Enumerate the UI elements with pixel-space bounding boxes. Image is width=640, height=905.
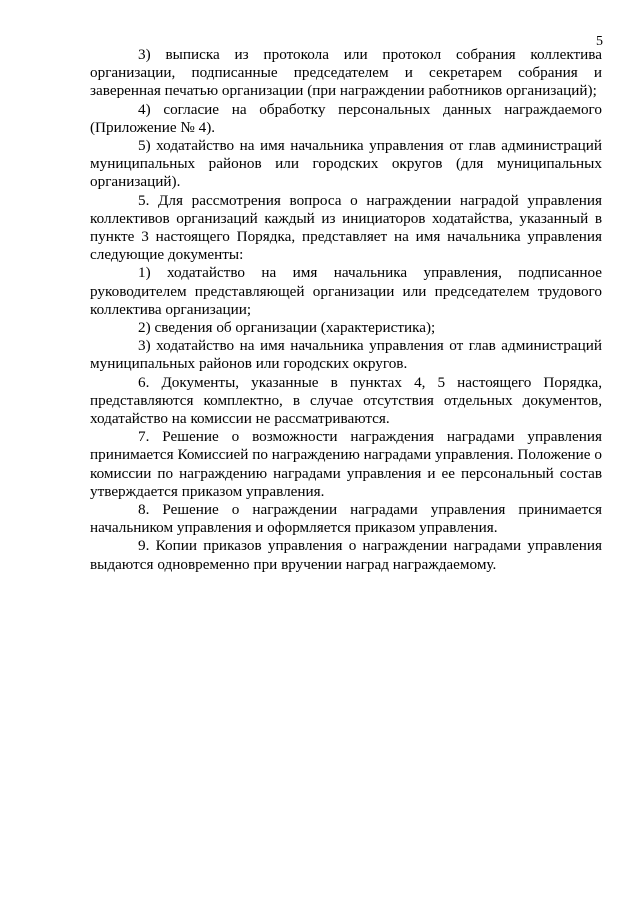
paragraph-item-5-petition: 5) ходатайство на имя начальника управления от глав администраций муниципальных районов или городских округов (для муниципальных организаций). xyxy=(90,137,602,191)
paragraph-section-8: 8. Решение о награждении наградами управления принимается начальником управления и оформляется приказом управления. xyxy=(90,501,602,537)
paragraph-item-3-protocol: 3) выписка из протокола или протокол собрания коллектива организации, подписанные председателем и секретарем собрания и заверенная печатью организации (при награждении работников организаций); xyxy=(90,46,602,100)
paragraph-section-6: 6. Документы, указанные в пунктах 4, 5 настоящего Порядка, представляются комплектно, в случае отсутствия отдельных документов, ходатайство на комиссии не рассматриваются. xyxy=(90,373,602,428)
paragraph-section-9: 9. Копии приказов управления о награждении наградами управления выдаются одновременно при вручении наград награждаемому. xyxy=(90,537,602,573)
paragraph-subitem-1-petition: 1) ходатайство на имя начальника управления, подписанное руководителем представляющей организации или председателем трудового коллектива организации; xyxy=(90,264,602,318)
paragraph-section-5: 5. Для рассмотрения вопроса о награждении наградой управления коллективов организаций каждый из инициаторов ходатайства, указанный в пункте 3 настоящего Порядка, представляет на имя начальника управления следующие документы: xyxy=(90,191,602,264)
paragraph-subitem-3-petition: 3) ходатайство на имя начальника управления от глав администраций муниципальных районов или городских округов. xyxy=(90,337,602,373)
paragraph-item-4-consent: 4) согласие на обработку персональных данных награждаемого (Приложение № 4). xyxy=(90,100,602,136)
paragraph-subitem-2-info: 2) сведения об организации (характеристика); xyxy=(138,319,436,337)
paragraph-section-7: 7. Решение о возможности награждения наградами управления принимается Комиссией по награждению наградами управления. Положение о комиссии по награждению наградами управления и ее персональный состав утверждается приказом управления. xyxy=(90,428,602,500)
page-number: 5 xyxy=(596,34,603,49)
document-body xyxy=(90,46,602,574)
